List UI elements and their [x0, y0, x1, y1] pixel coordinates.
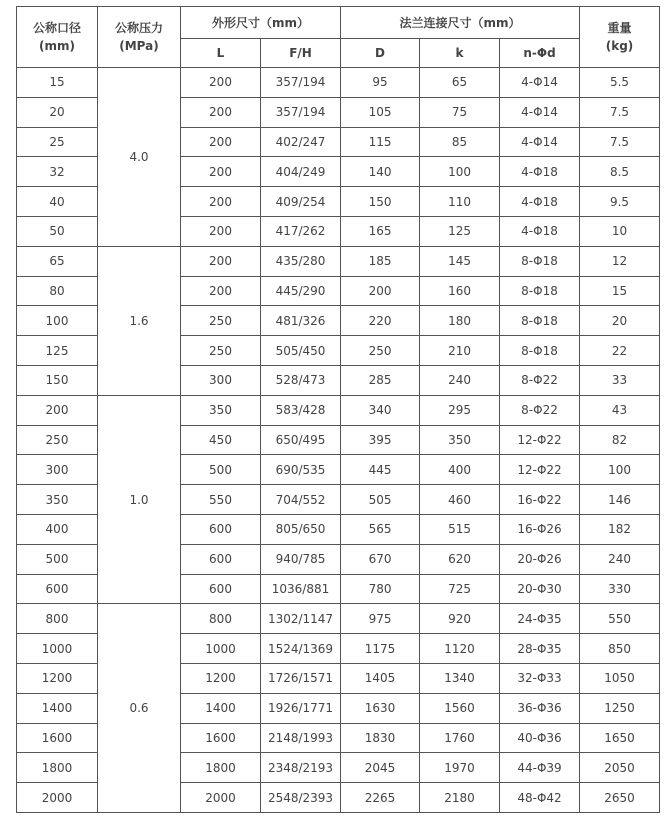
table-row	[17, 604, 660, 634]
cell-nominal-diameter: 100	[17, 306, 98, 336]
cell-nd: 28-Φ35	[500, 634, 580, 664]
header-col-k: k	[420, 39, 500, 68]
cell-L: 200	[181, 97, 261, 127]
cell-k: 295	[420, 395, 500, 425]
cell-nominal-diameter: 2000	[17, 783, 98, 813]
cell-weight: 146	[580, 485, 660, 515]
cell-D: 2045	[341, 753, 420, 783]
header-nominal-diameter-label: 公称口径	[32, 21, 81, 35]
cell-nd: 16-Φ26	[500, 514, 580, 544]
cell-D: 505	[341, 485, 420, 515]
cell-L: 600	[181, 544, 261, 574]
cell-D: 780	[341, 574, 420, 604]
cell-D: 185	[341, 246, 420, 276]
cell-FH: 940/785	[261, 544, 341, 574]
header-weight-label: 重量	[607, 21, 632, 35]
cell-nominal-diameter: 250	[17, 425, 98, 455]
cell-nominal-diameter: 125	[17, 336, 98, 366]
header-col-FH: F/H	[261, 39, 341, 68]
cell-L: 1800	[181, 753, 261, 783]
cell-FH: 2148/1993	[261, 723, 341, 753]
cell-nominal-diameter: 40	[17, 187, 98, 217]
spec-table	[16, 6, 660, 813]
cell-nominal-diameter: 1400	[17, 693, 98, 723]
cell-FH: 402/247	[261, 127, 341, 157]
cell-nd: 20-Φ30	[500, 574, 580, 604]
cell-k: 1760	[420, 723, 500, 753]
cell-weight: 1650	[580, 723, 660, 753]
cell-nd: 8-Φ18	[500, 306, 580, 336]
cell-D: 395	[341, 425, 420, 455]
cell-nominal-diameter: 800	[17, 604, 98, 634]
cell-D: 140	[341, 157, 420, 187]
cell-nominal-diameter: 80	[17, 276, 98, 306]
cell-nd: 44-Φ39	[500, 753, 580, 783]
cell-FH: 805/650	[261, 514, 341, 544]
cell-weight: 850	[580, 634, 660, 664]
cell-nd: 8-Φ18	[500, 246, 580, 276]
header-nominal-diameter	[17, 7, 98, 68]
cell-FH: 650/495	[261, 425, 341, 455]
header-weight	[580, 7, 660, 68]
cell-k: 85	[420, 127, 500, 157]
cell-nominal-diameter: 300	[17, 455, 98, 485]
table-row	[17, 395, 660, 425]
cell-k: 515	[420, 514, 500, 544]
cell-D: 565	[341, 514, 420, 544]
cell-D: 1175	[341, 634, 420, 664]
header-col-L: L	[181, 39, 261, 68]
cell-nominal-pressure: 4.0	[98, 68, 181, 247]
cell-k: 1560	[420, 693, 500, 723]
cell-nominal-diameter: 50	[17, 216, 98, 246]
header-flange-dimensions: 法兰连接尺寸（mm）	[341, 7, 580, 39]
cell-weight: 182	[580, 514, 660, 544]
cell-k: 75	[420, 97, 500, 127]
cell-D: 340	[341, 395, 420, 425]
cell-weight: 8.5	[580, 157, 660, 187]
cell-k: 400	[420, 455, 500, 485]
cell-FH: 409/254	[261, 187, 341, 217]
cell-FH: 404/249	[261, 157, 341, 187]
cell-L: 1000	[181, 634, 261, 664]
header-overall-dimensions: 外形尺寸（mm）	[181, 7, 341, 39]
cell-L: 1200	[181, 663, 261, 693]
cell-D: 165	[341, 216, 420, 246]
cell-nominal-diameter: 1800	[17, 753, 98, 783]
cell-weight: 15	[580, 276, 660, 306]
cell-L: 500	[181, 455, 261, 485]
cell-nominal-diameter: 1000	[17, 634, 98, 664]
cell-L: 200	[181, 68, 261, 98]
cell-nominal-diameter: 15	[17, 68, 98, 98]
cell-FH: 505/450	[261, 336, 341, 366]
cell-D: 1405	[341, 663, 420, 693]
cell-weight: 82	[580, 425, 660, 455]
cell-nd: 8-Φ18	[500, 276, 580, 306]
cell-D: 250	[341, 336, 420, 366]
cell-k: 145	[420, 246, 500, 276]
header-nominal-diameter-unit: (mm)	[39, 39, 75, 53]
cell-k: 620	[420, 544, 500, 574]
cell-k: 2180	[420, 783, 500, 813]
cell-L: 200	[181, 216, 261, 246]
cell-weight: 100	[580, 455, 660, 485]
cell-FH: 704/552	[261, 485, 341, 515]
cell-nominal-pressure: 0.6	[98, 604, 181, 813]
cell-weight: 1250	[580, 693, 660, 723]
cell-D: 975	[341, 604, 420, 634]
cell-weight: 12	[580, 246, 660, 276]
cell-nd: 20-Φ26	[500, 544, 580, 574]
cell-L: 550	[181, 485, 261, 515]
cell-nominal-diameter: 1600	[17, 723, 98, 753]
cell-k: 110	[420, 187, 500, 217]
cell-FH: 2548/2393	[261, 783, 341, 813]
cell-FH: 1926/1771	[261, 693, 341, 723]
cell-L: 300	[181, 365, 261, 395]
cell-nd: 48-Φ42	[500, 783, 580, 813]
cell-nd: 8-Φ18	[500, 336, 580, 366]
cell-D: 150	[341, 187, 420, 217]
cell-weight: 22	[580, 336, 660, 366]
cell-nd: 16-Φ22	[500, 485, 580, 515]
cell-weight: 7.5	[580, 97, 660, 127]
cell-D: 95	[341, 68, 420, 98]
cell-L: 200	[181, 157, 261, 187]
cell-nominal-diameter: 150	[17, 365, 98, 395]
cell-D: 220	[341, 306, 420, 336]
cell-nd: 4-Φ18	[500, 157, 580, 187]
cell-L: 2000	[181, 783, 261, 813]
cell-nominal-diameter: 350	[17, 485, 98, 515]
cell-k: 100	[420, 157, 500, 187]
header-nominal-pressure-label: 公称压力	[114, 21, 163, 35]
table-row	[17, 68, 660, 98]
cell-L: 200	[181, 276, 261, 306]
header-col-D: D	[341, 39, 420, 68]
cell-nominal-diameter: 65	[17, 246, 98, 276]
cell-nd: 4-Φ14	[500, 127, 580, 157]
cell-D: 1830	[341, 723, 420, 753]
cell-FH: 357/194	[261, 97, 341, 127]
cell-nominal-diameter: 600	[17, 574, 98, 604]
cell-k: 1340	[420, 663, 500, 693]
cell-nominal-pressure: 1.6	[98, 246, 181, 395]
cell-D: 285	[341, 365, 420, 395]
cell-weight: 43	[580, 395, 660, 425]
cell-k: 180	[420, 306, 500, 336]
cell-FH: 435/280	[261, 246, 341, 276]
cell-L: 250	[181, 336, 261, 366]
cell-D: 2265	[341, 783, 420, 813]
cell-FH: 417/262	[261, 216, 341, 246]
cell-FH: 357/194	[261, 68, 341, 98]
cell-nd: 4-Φ14	[500, 68, 580, 98]
cell-nominal-diameter: 1200	[17, 663, 98, 693]
cell-k: 125	[420, 216, 500, 246]
cell-D: 670	[341, 544, 420, 574]
cell-k: 350	[420, 425, 500, 455]
cell-nd: 32-Φ33	[500, 663, 580, 693]
cell-k: 725	[420, 574, 500, 604]
cell-k: 460	[420, 485, 500, 515]
cell-k: 1970	[420, 753, 500, 783]
cell-L: 800	[181, 604, 261, 634]
cell-nd: 12-Φ22	[500, 455, 580, 485]
cell-nd: 4-Φ18	[500, 216, 580, 246]
cell-weight: 20	[580, 306, 660, 336]
cell-D: 445	[341, 455, 420, 485]
cell-D: 105	[341, 97, 420, 127]
cell-nominal-diameter: 200	[17, 395, 98, 425]
cell-nominal-diameter: 400	[17, 514, 98, 544]
header-nominal-pressure-unit: (MPa)	[119, 39, 159, 53]
cell-FH: 583/428	[261, 395, 341, 425]
cell-FH: 1036/881	[261, 574, 341, 604]
cell-FH: 528/473	[261, 365, 341, 395]
cell-nd: 36-Φ36	[500, 693, 580, 723]
table-header	[17, 7, 660, 68]
table-body	[17, 68, 660, 813]
cell-nd: 4-Φ18	[500, 187, 580, 217]
cell-L: 600	[181, 574, 261, 604]
cell-weight: 7.5	[580, 127, 660, 157]
cell-weight: 5.5	[580, 68, 660, 98]
header-nominal-pressure	[98, 7, 181, 68]
cell-L: 600	[181, 514, 261, 544]
cell-L: 450	[181, 425, 261, 455]
cell-weight: 33	[580, 365, 660, 395]
cell-L: 350	[181, 395, 261, 425]
header-weight-unit: (kg)	[605, 39, 634, 53]
cell-D: 200	[341, 276, 420, 306]
cell-weight: 240	[580, 544, 660, 574]
cell-weight: 10	[580, 216, 660, 246]
table-row	[17, 246, 660, 276]
cell-D: 1630	[341, 693, 420, 723]
cell-k: 1120	[420, 634, 500, 664]
header-col-nd: n-Φd	[500, 39, 580, 68]
cell-L: 200	[181, 187, 261, 217]
cell-weight: 2050	[580, 753, 660, 783]
cell-L: 1600	[181, 723, 261, 753]
cell-FH: 1302/1147	[261, 604, 341, 634]
cell-FH: 445/290	[261, 276, 341, 306]
cell-weight: 9.5	[580, 187, 660, 217]
cell-L: 200	[181, 246, 261, 276]
cell-nominal-diameter: 25	[17, 127, 98, 157]
cell-nd: 8-Φ22	[500, 365, 580, 395]
cell-k: 240	[420, 365, 500, 395]
cell-k: 65	[420, 68, 500, 98]
cell-weight: 550	[580, 604, 660, 634]
cell-FH: 481/326	[261, 306, 341, 336]
cell-nd: 8-Φ22	[500, 395, 580, 425]
cell-FH: 1524/1369	[261, 634, 341, 664]
cell-k: 210	[420, 336, 500, 366]
cell-weight: 1050	[580, 663, 660, 693]
cell-L: 250	[181, 306, 261, 336]
cell-nd: 24-Φ35	[500, 604, 580, 634]
cell-nd: 12-Φ22	[500, 425, 580, 455]
cell-nominal-diameter: 32	[17, 157, 98, 187]
cell-weight: 2650	[580, 783, 660, 813]
cell-nd: 4-Φ14	[500, 97, 580, 127]
cell-k: 920	[420, 604, 500, 634]
cell-FH: 2348/2193	[261, 753, 341, 783]
cell-weight: 330	[580, 574, 660, 604]
cell-nominal-pressure: 1.0	[98, 395, 181, 604]
cell-nd: 40-Φ36	[500, 723, 580, 753]
cell-nominal-diameter: 500	[17, 544, 98, 574]
cell-L: 1400	[181, 693, 261, 723]
cell-FH: 690/535	[261, 455, 341, 485]
cell-D: 115	[341, 127, 420, 157]
cell-FH: 1726/1571	[261, 663, 341, 693]
cell-L: 200	[181, 127, 261, 157]
cell-k: 160	[420, 276, 500, 306]
cell-nominal-diameter: 20	[17, 97, 98, 127]
